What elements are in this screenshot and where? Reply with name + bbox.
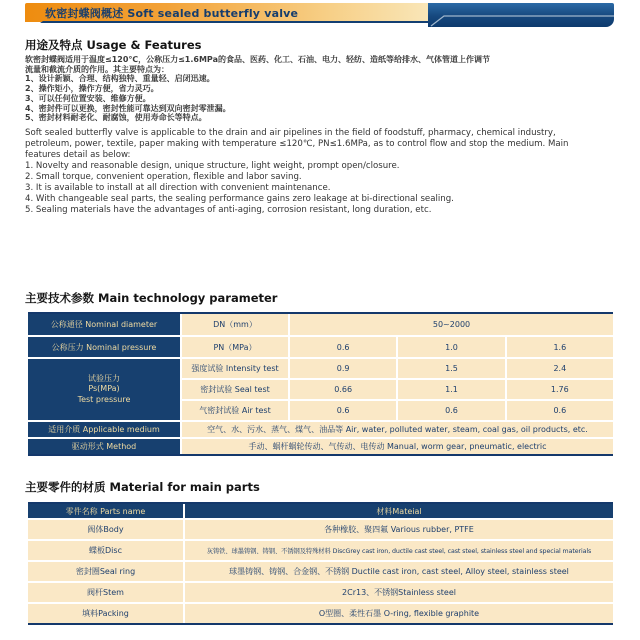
param-intensity-test: 强度试验 Intensity test xyxy=(182,359,288,378)
part-seal-ring: 密封圈Seal ring xyxy=(28,562,183,581)
value-intensity: 2.4 xyxy=(507,359,613,378)
row-label-test-pressure xyxy=(28,359,180,420)
zh-line: 流量和截流介质的作用。其主要特点为： xyxy=(25,64,169,74)
value-seal: 1.76 xyxy=(507,380,613,399)
header-accent-bar xyxy=(428,3,614,27)
test-pressure-label-unit: Ps(MPa) xyxy=(88,384,120,394)
materials-table xyxy=(28,502,613,625)
value-dn-range: 50~2000 xyxy=(290,314,613,335)
tech-parameter-table xyxy=(28,312,613,456)
en-line: features detail as below: xyxy=(25,150,131,160)
col-header-parts-name: 零件名称 Parts name xyxy=(28,504,183,518)
part-disc: 蝶板Disc xyxy=(28,541,183,560)
value-method: 手动、蜗杆蜗轮传动、气传动、电传动 Manual, worm gear, pneumatic, electric xyxy=(182,439,613,454)
test-pressure-label-en: Test pressure xyxy=(77,394,131,404)
value-applicable-medium: 空气、水、污水、蒸气、煤气、油品等 Air, water, polluted water, steam, coal gas, oil products, etc. xyxy=(182,422,613,437)
row-label-applicable-medium: 适用介质 Applicable medium xyxy=(28,422,180,437)
material-packing: O型圈、柔性石墨 O-ring, flexible graphite xyxy=(185,604,613,623)
value-seal: 0.66 xyxy=(290,380,396,399)
tech-heading: 主要技术参数 Main technology parameter xyxy=(25,291,278,305)
value-pn: 1.0 xyxy=(398,337,504,357)
material-stem: 2Cr13、不锈钢Stainless steel xyxy=(185,583,613,602)
en-line: petroleum, power, textile, paper making with temperature ≤120℃, PN≤1.6MPa, as to control flow and stop the medium. Main xyxy=(25,139,569,149)
header-underline xyxy=(40,21,428,23)
col-header-material: 材料Mateial xyxy=(185,504,613,518)
value-seal: 1.1 xyxy=(398,380,504,399)
zh-line: 软密封蝶阀适用于温度≤120℃，公称压力≤1.6MPa的食品、医药、化工、石油、电力、轻纺、造纸等给排水、气体管道上作调节 xyxy=(25,55,490,64)
header-bar xyxy=(25,3,428,22)
en-line: 3. It is available to install at all direction with convenient maintenance. xyxy=(25,183,331,193)
value-air: 0.6 xyxy=(507,401,613,420)
row-label-method: 驱动形式 Method xyxy=(28,439,180,454)
value-air: 0.6 xyxy=(398,401,504,420)
en-line: 4. With changeable seal parts, the sealing performance gains zero leakage at bi-directional sealing. xyxy=(25,194,454,204)
row-label-nominal-diameter: 公称通径 Nominal diameter xyxy=(28,314,180,335)
material-seal-ring: 球墨铸钢、铸钢、合金钢、不锈钢 Ductile cast iron, cast steel, Alloy steel, stainless steel xyxy=(185,562,613,581)
usage-heading: 用途及特点 Usage & Features xyxy=(25,38,202,52)
zh-line: 3、可以任何位置安装、维修方便。 xyxy=(25,93,151,103)
value-pn: 0.6 xyxy=(290,337,396,357)
materials-heading: 主要零件的材质 Material for main parts xyxy=(25,480,260,494)
en-line: Soft sealed butterfly valve is applicable to the drain and air pipelines in the field of foodstuff, pharmacy, chemical industry, xyxy=(25,128,556,138)
zh-line: 1、设计新颖、合理、结构独特、重量轻、启闭迅速。 xyxy=(25,74,215,84)
part-stem: 阀杆Stem xyxy=(28,583,183,602)
value-intensity: 1.5 xyxy=(398,359,504,378)
param-seal-test: 密封试验 Seal test xyxy=(182,380,288,399)
test-pressure-label-zh: 试验压力 xyxy=(88,373,120,383)
en-line: 2. Small torque, convenient operation, flexible and labor saving. xyxy=(25,172,302,182)
param-air-test: 气密封试验 Air test xyxy=(182,401,288,420)
zh-line: 5、密封材料耐老化、耐腐蚀，使用寿命长等特点。 xyxy=(25,113,207,123)
material-disc: 灰铸铁、球墨铸钢、铸钢、不锈钢及特殊材料 DiscGrey cast iron, ductile cast steel, cast steel, stainless steel and special materials xyxy=(185,541,613,560)
zh-line: 4、密封件可以更换，密封性能可靠达到双向密封零泄漏。 xyxy=(25,103,231,113)
param-pn: PN（MPa） xyxy=(182,337,288,357)
value-intensity: 0.9 xyxy=(290,359,396,378)
en-line: 1. Novelty and reasonable design, unique structure, light weight, prompt open/closure. xyxy=(25,161,400,171)
zh-line: 2、操作矩小，操作方便，省力灵巧。 xyxy=(25,84,159,94)
en-line: 5. Sealing materials have the advantages of anti-aging, corrosion resistant, long duration, etc. xyxy=(25,205,432,215)
row-label-nominal-pressure: 公称压力 Nominal pressure xyxy=(28,337,180,357)
usage-text-english xyxy=(25,128,617,216)
page-title: 软密封蝶阀概述 Soft sealed butterfly valve xyxy=(45,6,299,20)
param-dn: DN（mm） xyxy=(182,314,288,335)
value-air: 0.6 xyxy=(290,401,396,420)
material-body: 各种橡胶、聚四氟 Various rubber, PTFE xyxy=(185,520,613,539)
value-pn: 1.6 xyxy=(507,337,613,357)
part-body: 阀体Body xyxy=(28,520,183,539)
usage-text-chinese xyxy=(25,55,617,123)
header-swoosh-line xyxy=(428,3,614,27)
part-packing: 填料Packing xyxy=(28,604,183,623)
